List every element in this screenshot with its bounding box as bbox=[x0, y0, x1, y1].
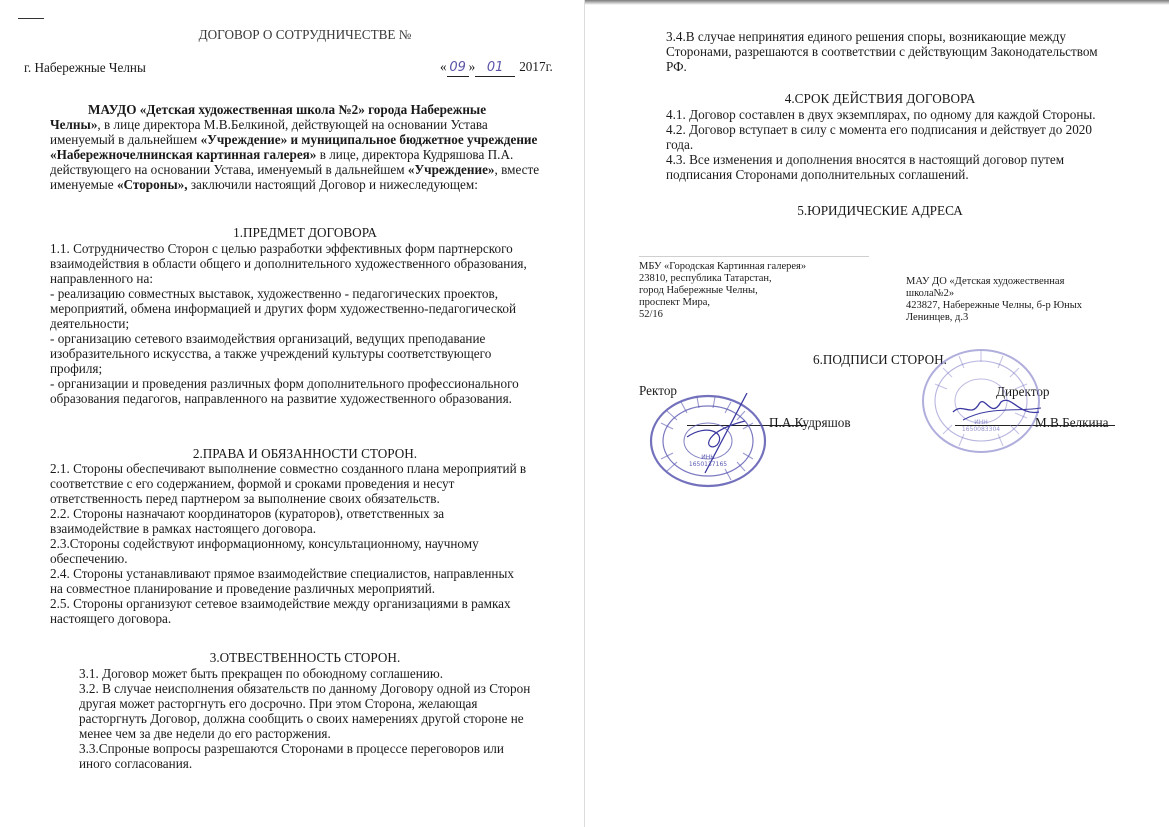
section-1-title: 1.ПРЕДМЕТ ДОГОВОРА bbox=[233, 225, 377, 240]
stamp-right-inn: ИНН bbox=[974, 419, 988, 426]
party-two-name: «Учреждение» и муниципальное бюджетное учреждение «Набережночелнинская картинная галерея» bbox=[50, 132, 538, 162]
rector-label: Ректор bbox=[639, 383, 678, 398]
address-school-line: Ленинцев, д.3 bbox=[906, 312, 969, 323]
city-line: г. Набережные Челны bbox=[24, 60, 146, 75]
section-4-body bbox=[666, 107, 1156, 182]
clause-3-4-line: 3.4.В случае непринятия единого решения споры, возникающие между bbox=[666, 29, 1066, 44]
section-4-line: подписания Сторонами дополнительных соглашений. bbox=[666, 167, 969, 182]
section-3-line: 3.2. В случае неисполнения обязательств по данному Договору одной из Сторон bbox=[79, 681, 531, 696]
section-3-line: другая может расторгнуть его досрочно. При этом Сторона, желающая bbox=[79, 696, 478, 711]
section-4-line: года. bbox=[666, 137, 694, 152]
address-gallery-line: МБУ «Городская Картинная галерея» bbox=[639, 261, 807, 272]
section-2-line: ответственность перед партнером за выполнение своих обязательств. bbox=[50, 491, 440, 506]
section-2-line: 2.2. Стороны назначают координаторов (кураторов), ответственных за bbox=[50, 506, 445, 521]
date-quote: « bbox=[440, 59, 447, 74]
section-2-line: взаимодействие в рамках настоящего договора. bbox=[50, 521, 317, 536]
section-1-line: - организации и проведения различных форм дополнительного профессионального bbox=[50, 376, 519, 391]
section-3-line: иного согласования. bbox=[79, 756, 193, 771]
section-1-line: направленного на: bbox=[50, 271, 153, 286]
section-4-line: 4.3. Все изменения и дополнения вносятся в настоящий договор путем bbox=[666, 152, 1065, 167]
date-sep: » bbox=[468, 59, 476, 74]
intro-text-2: в лице, директора Кудряшова П.А. действующего на основании Устава, именуемый в дальнейшем bbox=[50, 147, 514, 177]
intro-text-4: заключили настоящий Договор и нижеследующем: bbox=[187, 177, 478, 192]
section-2-line: 2.5. Стороны организуют сетевое взаимодействие между организациями в рамках bbox=[50, 596, 511, 611]
section-4-title: 4.СРОК ДЕЙСТВИЯ ДОГОВОРА bbox=[784, 91, 976, 106]
section-1-line: образования педагогов, направленного на развитие художественного образования. bbox=[50, 391, 512, 406]
clause-3-4-line: Сторонами, разрешаются в соответствии с действующим Законодательством bbox=[666, 44, 1098, 59]
section-2-line: обеспечению. bbox=[50, 551, 128, 566]
address-school-line: 423827, Набережные Челны, б-р Юных bbox=[906, 300, 1083, 311]
party-one-name: МАУДО «Детская художественная школа №2» города Набережные Челны» bbox=[50, 102, 487, 132]
section-1-line: деятельности; bbox=[50, 316, 130, 331]
address-school-line: МАУ ДО «Детская художественная bbox=[906, 276, 1065, 287]
section-1-line: - реализацию совместных выставок, художественно - педагогических проектов, bbox=[50, 286, 499, 301]
section-4-line: 4.2. Договор вступает в силу с момента его подписания и действует до 2020 bbox=[666, 122, 1092, 137]
section-1-line: - организацию сетевого взаимодействия организаций, ведущих преподавание bbox=[50, 331, 486, 346]
section-2-title: 2.ПРАВА И ОБЯЗАННОСТИ СТОРОН. bbox=[192, 446, 418, 461]
section-3-body bbox=[79, 666, 569, 771]
clause-3-4 bbox=[666, 29, 1146, 74]
page-right bbox=[584, 0, 1169, 827]
clause-3-4-line: РФ. bbox=[666, 59, 687, 74]
address-gallery-line: проспект Мира, bbox=[639, 297, 710, 308]
director-name: М.В.Белкина bbox=[1035, 415, 1109, 430]
section-1-body bbox=[50, 241, 570, 406]
section-3-line: 3.3.Спроные вопросы разрешаются Сторонами в процессе переговоров или bbox=[79, 741, 504, 756]
date-year: 2017г. bbox=[519, 59, 553, 74]
section-2-body bbox=[50, 461, 570, 626]
address-school-line: школа№2» bbox=[906, 288, 955, 299]
section-1-line: взаимодействия в области общего и дополнительного художественного образования, bbox=[50, 256, 527, 271]
section-1-line: изобразительного искусства, а также учреждений культуры соответствующего bbox=[50, 346, 492, 361]
section-2-line: 2.3.Стороны содействуют информационному, консультационному, научному bbox=[50, 536, 479, 551]
section-2-line: настоящего договора. bbox=[50, 611, 172, 626]
section-2-line: 2.1. Стороны обеспечивают выполнение совместно созданного плана мероприятий в bbox=[50, 461, 527, 476]
section-3-line: расторгнуть Договор, должна сообщить о своих намерениях другой стороне не bbox=[79, 711, 524, 726]
intro-text-1: , в лице директора М.В.Белкиной, действующей на основании Устава именуемый в дальнейшем bbox=[50, 117, 488, 147]
section-3-line: 3.1. Договор может быть прекращен по обоюдному соглашению. bbox=[79, 666, 444, 681]
contract-title: ДОГОВОР О СОТРУДНИЧЕСТВЕ № bbox=[198, 27, 412, 42]
school-seal-icon bbox=[919, 346, 1043, 456]
stamp-left-num: 1650137165 bbox=[688, 461, 728, 468]
stamp-right-num: 1650083304 bbox=[961, 426, 1001, 433]
rector-name: П.А.Кудряшов bbox=[769, 415, 851, 430]
term-parties: «Стороны», bbox=[116, 177, 188, 192]
date-day: 09 bbox=[447, 60, 469, 77]
section-1-line: профиля; bbox=[50, 361, 103, 376]
term-institution: «Учреждение» bbox=[407, 162, 495, 177]
section-3-line: менее чем за две недели до его расторжения. bbox=[79, 726, 331, 741]
stamp-left-inn: ИНН bbox=[701, 454, 715, 461]
director-label: Директор bbox=[996, 384, 1050, 399]
address-gallery bbox=[639, 261, 879, 321]
gallery-seal-icon bbox=[647, 393, 769, 489]
date-line bbox=[440, 59, 553, 77]
corner-mark bbox=[18, 18, 44, 19]
section-2-line: на совместное планирование и проведение различных мероприятий. bbox=[50, 581, 436, 596]
intro-text-3: , вместе именуемые bbox=[50, 162, 540, 192]
address-school bbox=[906, 276, 1146, 324]
page-left bbox=[0, 0, 584, 827]
section-2-line: 2.4. Стороны устанавливают прямое взаимодействие специалистов, направленных bbox=[50, 566, 514, 581]
section-5-title: 5.ЮРИДИЧЕСКИЕ АДРЕСА bbox=[797, 203, 963, 218]
section-1-line: мероприятий, обмена информацией и других форм художественно-педагогической bbox=[50, 301, 517, 316]
address-gallery-line: 23810, республика Татарстан, bbox=[639, 273, 772, 284]
address-gallery-line: город Набережные Челны, bbox=[639, 285, 758, 296]
section-4-line: 4.1. Договор составлен в двух экземплярах, по одному для каждой Стороны. bbox=[666, 107, 1096, 122]
address-gallery-line: 52/16 bbox=[639, 309, 663, 320]
section-2-line: соответствие с его содержанием, формой и сроками проведения и несут bbox=[50, 476, 455, 491]
address-divider bbox=[639, 256, 869, 257]
section-3-title: 3.ОТВЕСТВЕННОСТЬ СТОРОН. bbox=[209, 650, 401, 665]
section-1-line: 1.1. Сотрудничество Сторон с целью разработки эффективных форм партнерского bbox=[50, 241, 513, 256]
date-month: 01 bbox=[475, 60, 515, 77]
section-6-title: 6.ПОДПИСИ СТОРОН. bbox=[813, 352, 947, 367]
intro-paragraph bbox=[50, 102, 540, 192]
